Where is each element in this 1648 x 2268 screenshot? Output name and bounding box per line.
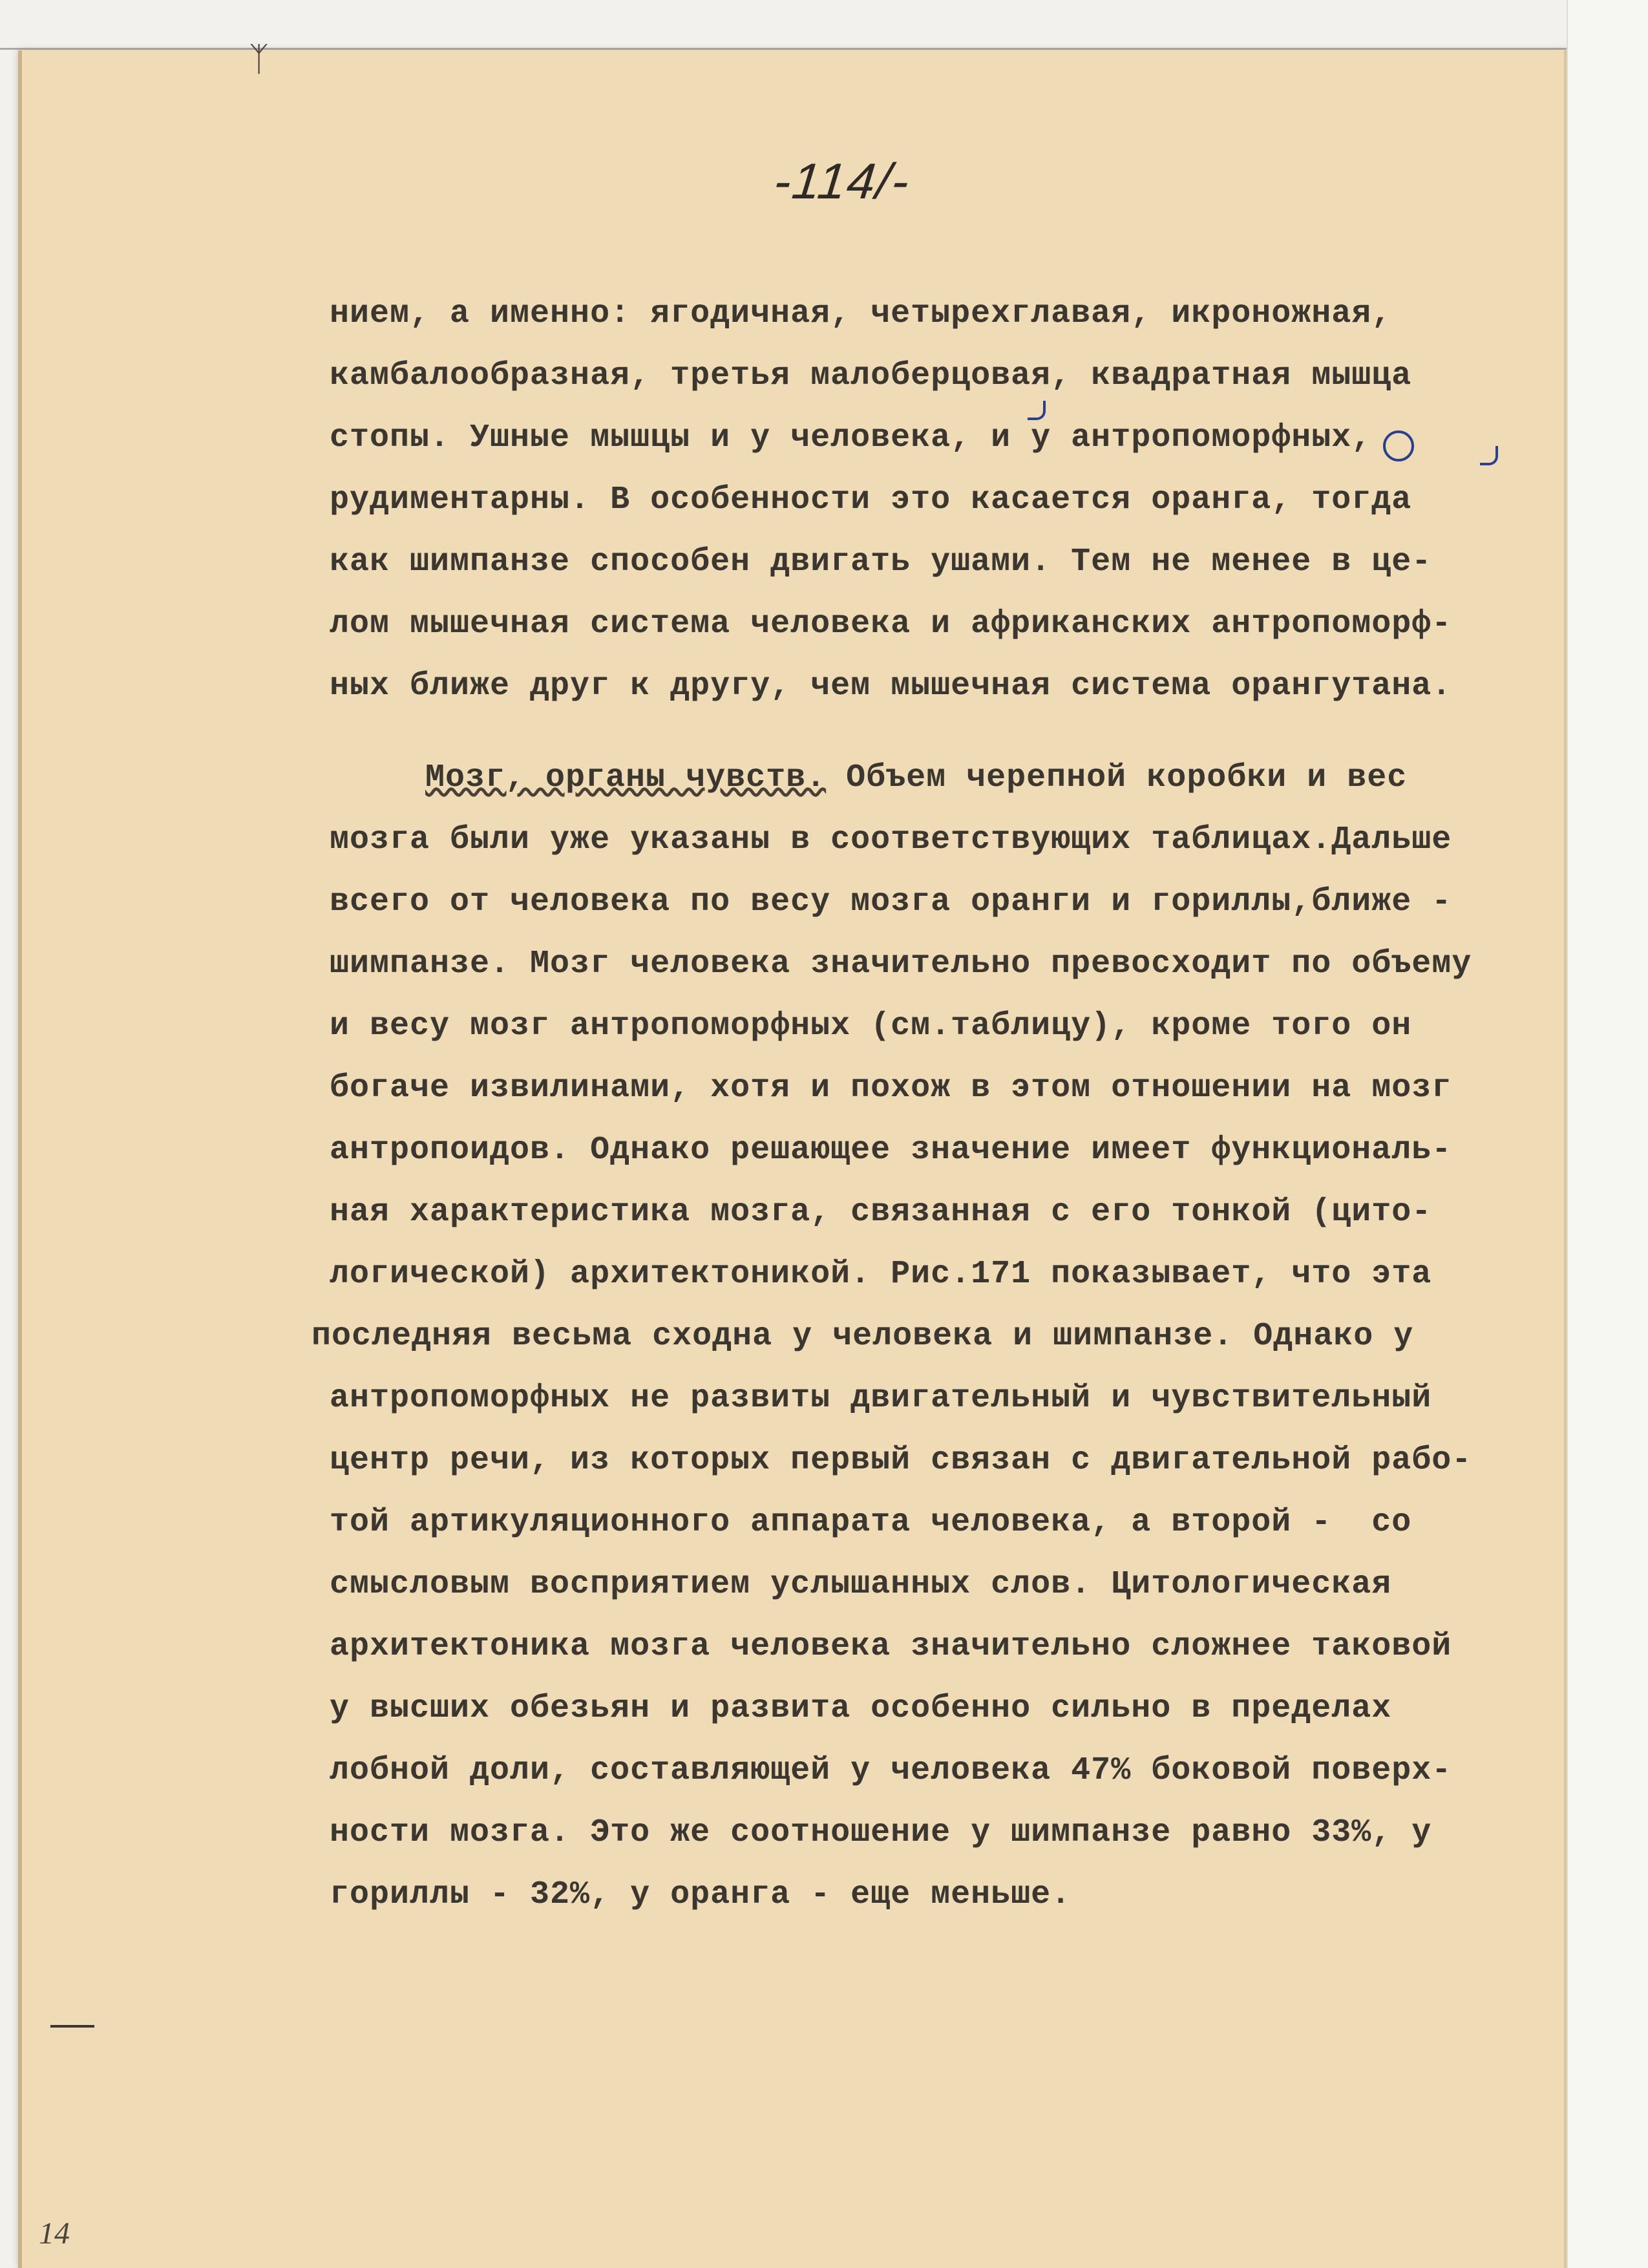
text-line: камбалообразная, третья малоберцовая, квадратная мышца [330,357,1412,394]
paragraph-first-line [330,747,1564,809]
text-line: архитектоника мозга человека значительно сложнее таковой [330,1628,1452,1665]
text-line: мозга были уже указаны в соответствующих таблицах.Дальше [330,821,1452,858]
text-line: центр речи, из которых первый связан с двигательной рабо- [330,1442,1472,1479]
text-line: лом мышечная система человека и африканских антропоморф- [330,606,1452,642]
text-line: той артикуляционного аппарата человека, а второй - со [330,1504,1412,1541]
text-line: шимпанзе. Мозг человека значительно превосходит по объему [330,946,1472,982]
paragraph-gap [330,717,1564,747]
text-fragment: Объем черепной коробки и вес [826,759,1408,796]
margin-dash-mark [50,2025,94,2028]
ink-circle-correction [1383,430,1414,461]
text-line: гориллы - 32%, у оранга - еще меньше. [330,1876,1072,1913]
margin-note: 14 [39,2216,70,2251]
text-line: рудиментарны. В особенности это касается оранга, тогда [330,482,1412,518]
text-line: антропоморфных не развиты двигательный и чувствительный [330,1380,1432,1417]
text-line: ных ближе друг к другу, чем мышечная система орангутана. [330,668,1452,705]
text-line: стопы. Ушные мышцы и у человека, и у антропоморфных, [330,419,1372,456]
text-line: всего от человека по весу мозга оранги и гориллы,ближе - [330,884,1452,920]
text-line: ная характеристика мозга, связанная с его тонкой (цито- [330,1194,1432,1231]
page-number: -114/- [771,153,913,209]
ink-comma-correction [1028,401,1046,420]
scan-top-line [0,48,1567,50]
section-heading: Мозг, органы чувств. [425,759,827,796]
scanner-right-margin [1567,0,1648,2268]
text-line: как шимпанзе способен двигать ушами. Тем не менее в це- [330,544,1432,580]
text-line: богаче извилинами, хотя и похож в этом отношении на мозг [330,1070,1452,1107]
text-line: антропоидов. Однако решающее значение имеет функциональ- [330,1132,1452,1169]
typewritten-text [312,283,1564,1926]
text-line: последняя весьма сходна у человека и шимпанзе. Однако у [312,1318,1414,1355]
text-line: смысловым восприятием услышанных слов. Цитологическая [330,1566,1392,1603]
text-line: у высших обезьян и развита особенно сильно в пределах [330,1690,1392,1727]
corner-mark: ᛉ [249,43,269,81]
text-line: ности мозга. Это же соотношение у шимпанзе равно 33%, у [330,1814,1432,1851]
sheet-left-edge [18,50,22,2268]
text-line: лобной доли, составляющей у человека 47% боковой поверх- [330,1752,1452,1789]
ink-comma-correction [1480,446,1498,465]
text-line: логической) архитектоникой. Рис.171 показывает, что эта [330,1256,1432,1293]
text-line: нием, а именно: ягодичная, четырехглавая, икроножная, [330,295,1392,332]
text-line: и весу мозг антропоморфных (см.таблицу), кроме того он [330,1008,1412,1044]
